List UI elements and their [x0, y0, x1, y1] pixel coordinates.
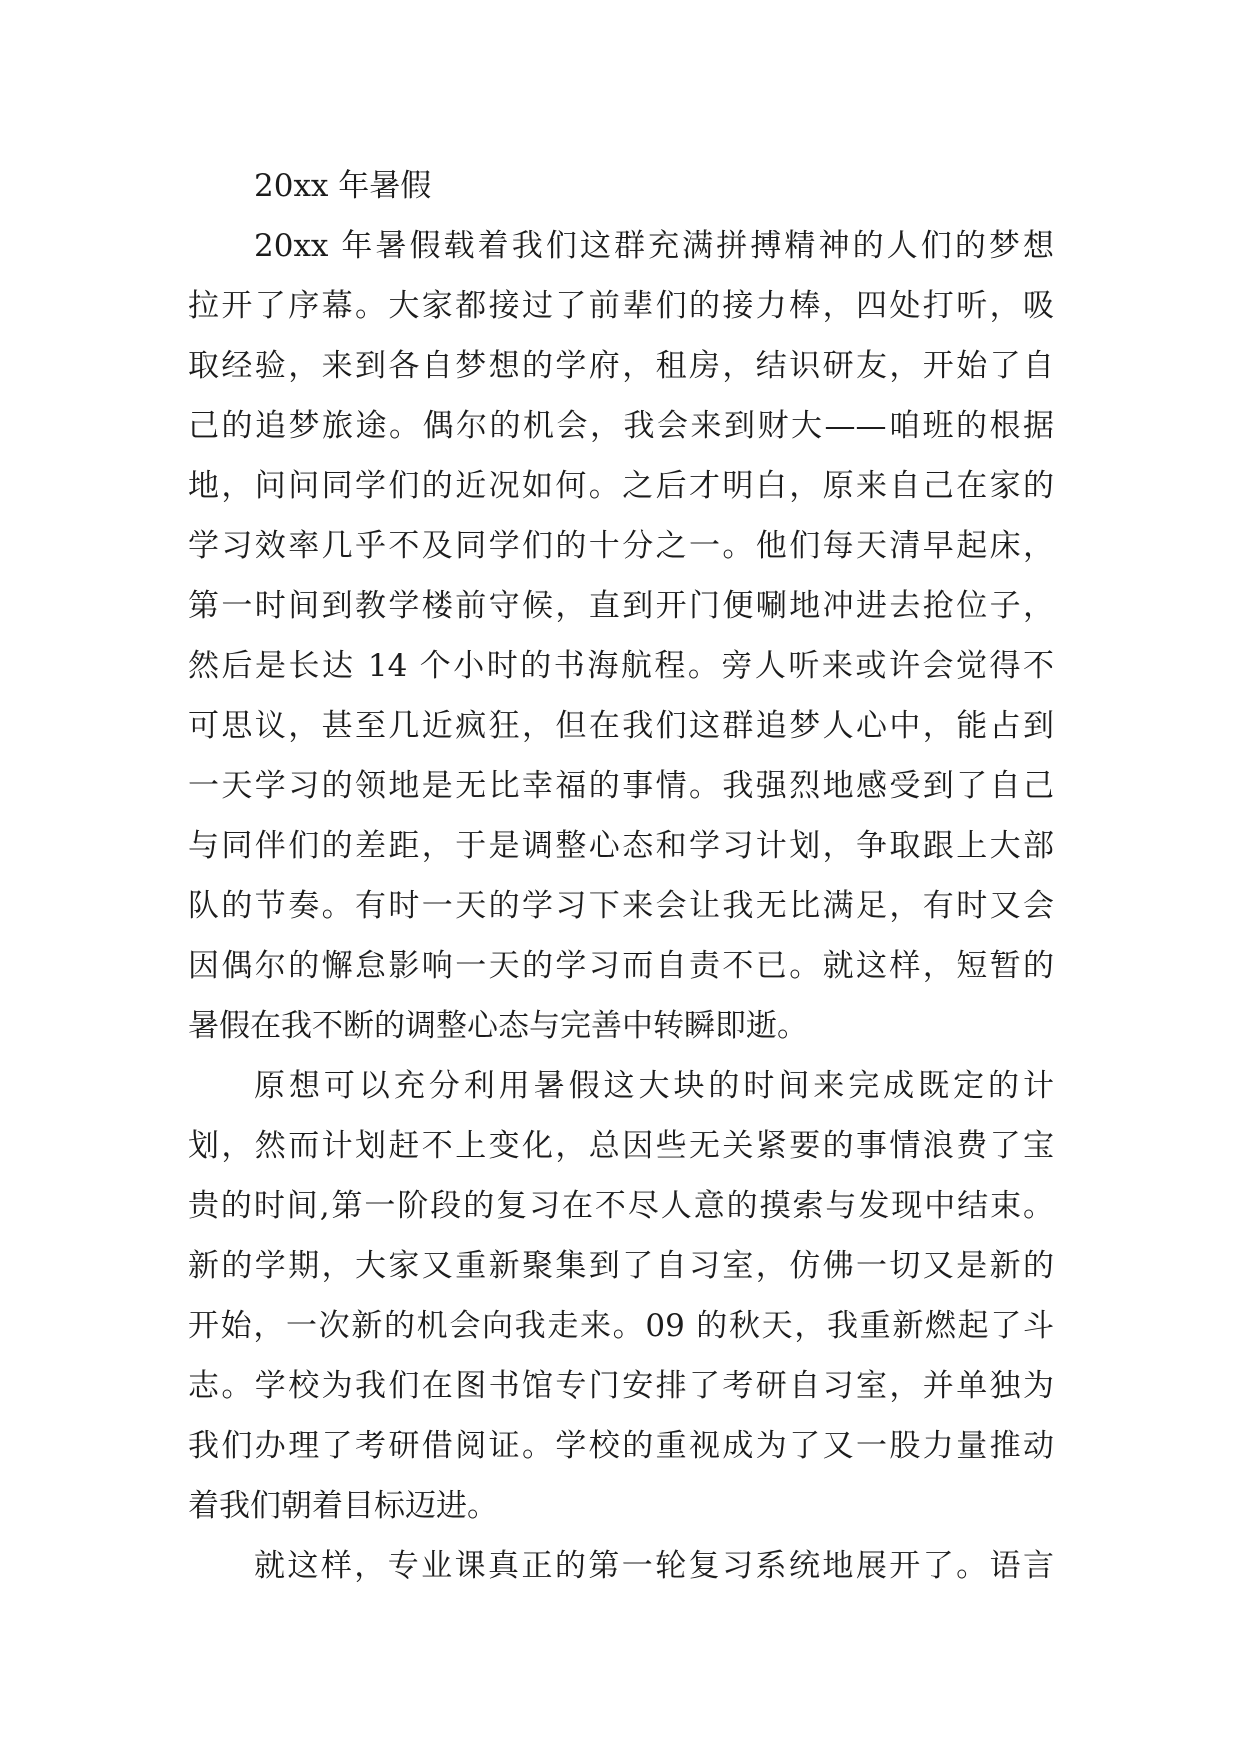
text-line: 暑假在我不断的调整心态与完善中转瞬即逝。 [188, 1008, 808, 1044]
text-line: 然后是长达 14 个小时的书海航程。旁人听来或许会觉得不 [188, 648, 1054, 684]
text-line: 一天学习的领地是无比幸福的事情。我强烈地感受到了自己 [188, 768, 1054, 804]
text-line: 原想可以充分利用暑假这大块的时间来完成既定的计 [254, 1068, 1054, 1104]
text-line: 第一时间到教学楼前守候，直到开门便唰地冲进去抢位子， [188, 588, 1054, 624]
document-heading: 20xx 年暑假 [254, 168, 432, 204]
paragraph-3 [188, 1536, 1054, 1596]
paragraph-2 [188, 1056, 1054, 1536]
text-line: 志。学校为我们在图书馆专门安排了考研自习室，并单独为 [188, 1368, 1054, 1404]
text-line: 划，然而计划赶不上变化，总因些无关紧要的事情浪费了宝 [188, 1128, 1054, 1164]
text-line: 地，问问同学们的近况如何。之后才明白，原来自己在家的 [188, 468, 1054, 504]
text-line: 着我们朝着目标迈进。 [188, 1488, 498, 1524]
text-line: 因偶尔的懈怠影响一天的学习而自责不已。就这样，短暂的 [188, 948, 1054, 984]
text-line: 开始，一次新的机会向我走来。09 的秋天，我重新燃起了斗 [188, 1308, 1054, 1344]
text-line: 学习效率几乎不及同学们的十分之一。他们每天清早起床， [188, 528, 1054, 564]
text-line: 取经验，来到各自梦想的学府，租房，结识研友，开始了自 [188, 348, 1054, 384]
text-line: 与同伴们的差距，于是调整心态和学习计划，争取跟上大部 [188, 828, 1054, 864]
document-body [188, 156, 1054, 1596]
text-line: 队的节奏。有时一天的学习下来会让我无比满足，有时又会 [188, 888, 1054, 924]
text-line: 可思议，甚至几近疯狂，但在我们这群追梦人心中，能占到 [188, 708, 1054, 744]
paragraph-1 [188, 216, 1054, 1056]
text-line: 贵的时间,第一阶段的复习在不尽人意的摸索与发现中结束。 [188, 1188, 1054, 1224]
text-line: 就这样，专业课真正的第一轮复习系统地展开了。语言 [254, 1548, 1054, 1584]
text-line: 己的追梦旅途。偶尔的机会，我会来到财大——咱班的根据 [188, 408, 1054, 444]
text-line: 20xx 年暑假载着我们这群充满拼搏精神的人们的梦想 [254, 228, 1054, 264]
text-line: 我们办理了考研借阅证。学校的重视成为了又一股力量推动 [188, 1428, 1054, 1464]
text-line: 新的学期，大家又重新聚集到了自习室，仿佛一切又是新的 [188, 1248, 1054, 1284]
text-line: 拉开了序幕。大家都接过了前辈们的接力棒，四处打听，吸 [188, 288, 1054, 324]
